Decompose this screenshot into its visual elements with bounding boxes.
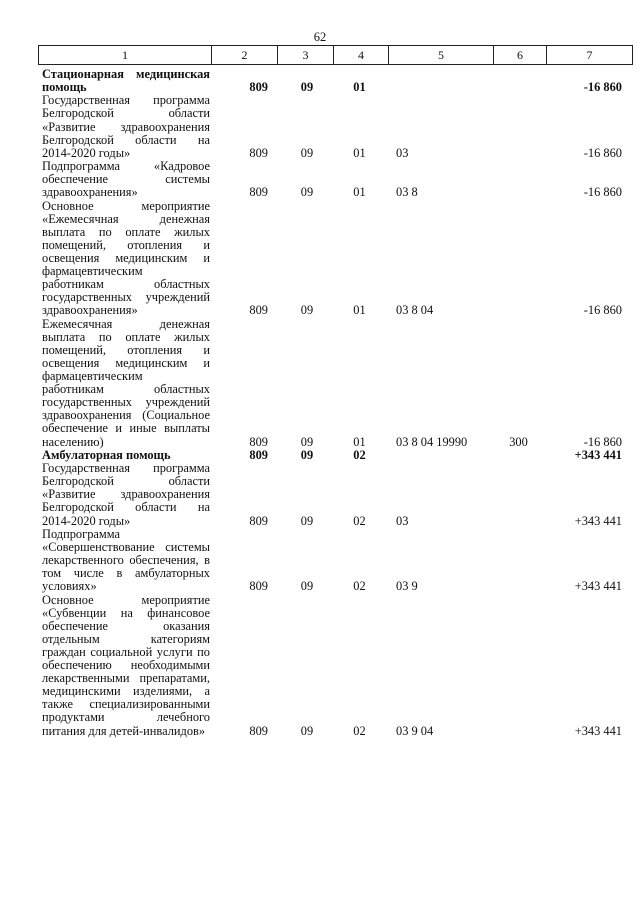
table-row — [38, 94, 631, 159]
description-line: продуктами лечебного — [42, 711, 210, 725]
code-col-5: 03 — [396, 513, 409, 528]
code-col-6 — [492, 515, 545, 528]
code-col-3: 09 — [300, 80, 314, 95]
page-number: 62 — [313, 30, 327, 44]
code-col-3: 09 — [300, 303, 314, 318]
description-line: «Развитие здравоохранения — [42, 120, 210, 134]
table-header-row — [38, 45, 633, 65]
amount-col-7: +343 441 — [574, 513, 622, 528]
row-description — [38, 594, 210, 738]
table-row — [38, 462, 631, 527]
description-line: освещения медицинским и — [42, 356, 210, 370]
header-col-5: 5 — [388, 46, 493, 64]
description-line: условиях» — [42, 580, 97, 594]
description-line: здравоохранения (Социальное — [42, 409, 210, 423]
description-line: фармацевтическим — [42, 370, 143, 384]
table-row — [38, 594, 631, 738]
description-line: выплата по оплате жилых — [42, 330, 210, 344]
amount-col-7: -16 860 — [583, 185, 622, 200]
code-col-3: 09 — [300, 513, 314, 528]
code-col-4: 02 — [353, 513, 366, 528]
code-col-2: 809 — [249, 447, 268, 462]
description-line: Государственная программа — [42, 462, 210, 476]
header-col-3: 3 — [277, 46, 333, 64]
description-line: обеспечение и иные выплаты — [42, 422, 210, 436]
amount-col-7: -16 860 — [583, 434, 622, 449]
row-description — [38, 449, 210, 462]
description-line: помещений, отопления и — [42, 343, 210, 357]
table-row — [38, 449, 631, 462]
header-col-6: 6 — [493, 46, 546, 64]
table-row — [38, 528, 631, 593]
code-col-4: 02 — [353, 579, 366, 594]
code-col-4: 01 — [353, 303, 366, 318]
code-col-6 — [492, 304, 545, 317]
description-line: обеспечение оказания — [42, 619, 210, 633]
code-col-3: 09 — [300, 579, 314, 594]
description-line: освещения медицинским и — [42, 251, 210, 265]
code-col-5: 03 8 04 19990 — [396, 434, 468, 449]
description-line: государственных учреждений — [42, 396, 210, 410]
description-line: выплата по оплате жилых — [42, 225, 210, 239]
description-line: «Совершенствование системы — [42, 540, 210, 554]
amount-col-7: -16 860 — [583, 145, 622, 160]
code-col-6 — [492, 449, 545, 462]
description-line: Основное мероприятие — [42, 593, 210, 607]
description-line: работникам областных — [42, 383, 210, 397]
description-line: обеспечение системы — [42, 173, 210, 187]
code-col-3: 09 — [300, 723, 314, 738]
description-line: Подпрограмма «Кадровое — [42, 160, 210, 174]
amount-col-7: -16 860 — [583, 80, 622, 95]
description-line: помощь — [42, 81, 87, 95]
code-col-6 — [492, 580, 545, 593]
description-line: Белгородской области на — [42, 133, 210, 147]
amount-col-7: -16 860 — [583, 303, 622, 318]
description-line: Подпрограмма — [42, 527, 120, 541]
code-col-5: 03 8 04 — [396, 303, 434, 318]
description-line: лекарственного обеспечения, в — [42, 554, 210, 568]
header-col-7: 7 — [546, 46, 632, 64]
description-line: здравоохранения» — [42, 304, 138, 318]
code-col-2: 809 — [249, 303, 268, 318]
description-line: «Развитие здравоохранения — [42, 488, 210, 502]
description-line: Основное мероприятие — [42, 199, 210, 213]
row-description — [38, 318, 210, 449]
row-description — [38, 160, 210, 199]
description-line: государственных учреждений — [42, 291, 210, 305]
row-description — [38, 528, 210, 593]
amount-col-7: +343 441 — [574, 723, 622, 738]
description-line: медицинскими изделиями, а — [42, 685, 210, 699]
row-description — [38, 200, 210, 318]
code-col-5: 03 8 — [396, 185, 418, 200]
table-row — [38, 318, 631, 449]
code-col-2: 809 — [249, 185, 268, 200]
code-col-5 — [387, 449, 492, 462]
description-line: отдельным категориям — [42, 632, 210, 646]
description-line: 2014-2020 годы» — [42, 146, 131, 160]
code-col-2: 809 — [249, 579, 268, 594]
description-line: помещений, отопления и — [42, 238, 210, 252]
header-col-4: 4 — [333, 46, 388, 64]
code-col-2: 809 — [249, 145, 268, 160]
code-col-4: 01 — [353, 80, 366, 95]
code-col-3: 09 — [300, 434, 314, 449]
code-col-2: 809 — [249, 723, 268, 738]
description-line: Белгородской области — [42, 107, 210, 121]
code-col-5: 03 9 04 — [396, 723, 434, 738]
code-col-3: 09 — [300, 185, 314, 200]
description-line: также специализированными — [42, 698, 210, 712]
code-col-6 — [492, 147, 545, 160]
code-col-5: 03 9 — [396, 579, 418, 594]
amount-col-7: +343 441 — [574, 447, 622, 462]
description-line: Стационарная медицинская — [42, 68, 210, 81]
table-row — [38, 200, 631, 318]
code-col-4: 02 — [353, 723, 366, 738]
header-col-1: 1 — [122, 48, 128, 62]
description-line: Ежемесячная денежная — [42, 317, 210, 331]
code-col-4: 01 — [353, 145, 366, 160]
description-line: лекарственными препаратами, — [42, 672, 210, 686]
code-col-3: 09 — [300, 145, 314, 160]
amount-col-7: +343 441 — [574, 579, 622, 594]
table-row — [38, 68, 631, 94]
code-col-4: 01 — [353, 185, 366, 200]
description-line: том числе в амбулаторных — [42, 567, 210, 581]
description-line: Государственная программа — [42, 94, 210, 108]
description-line: граждан социальной услуги по — [42, 645, 210, 659]
code-col-5: 03 — [396, 145, 409, 160]
row-description — [38, 68, 210, 94]
code-col-6 — [492, 725, 545, 738]
code-col-3: 09 — [300, 447, 314, 462]
description-line: обеспечению необходимыми — [42, 659, 210, 673]
header-col-2: 2 — [211, 46, 277, 64]
description-line: «Субвенции на финансовое — [42, 606, 210, 620]
description-line: здравоохранения» — [42, 186, 138, 200]
description-line: 2014-2020 годы» — [42, 514, 131, 528]
code-col-2: 809 — [249, 80, 268, 95]
code-col-6: 300 — [509, 434, 528, 449]
code-col-2: 809 — [249, 434, 268, 449]
code-col-6 — [492, 186, 545, 199]
row-description — [38, 462, 210, 527]
description-line: питания для детей-инвалидов» — [42, 724, 206, 738]
table-row — [38, 160, 631, 199]
code-col-6 — [492, 81, 545, 94]
code-col-2: 809 — [249, 513, 268, 528]
description-line: Амбулаторная помощь — [42, 448, 171, 462]
row-description — [38, 94, 210, 159]
description-line: «Ежемесячная денежная — [42, 212, 210, 226]
description-line: населению) — [42, 435, 104, 449]
description-line: фармацевтическим — [42, 265, 143, 279]
description-line: работникам областных — [42, 278, 210, 292]
code-col-4: 02 — [353, 447, 366, 462]
code-col-5 — [387, 81, 492, 94]
code-col-4: 01 — [353, 434, 366, 449]
description-line: Белгородской области — [42, 475, 210, 489]
description-line: Белгородской области на — [42, 501, 210, 515]
